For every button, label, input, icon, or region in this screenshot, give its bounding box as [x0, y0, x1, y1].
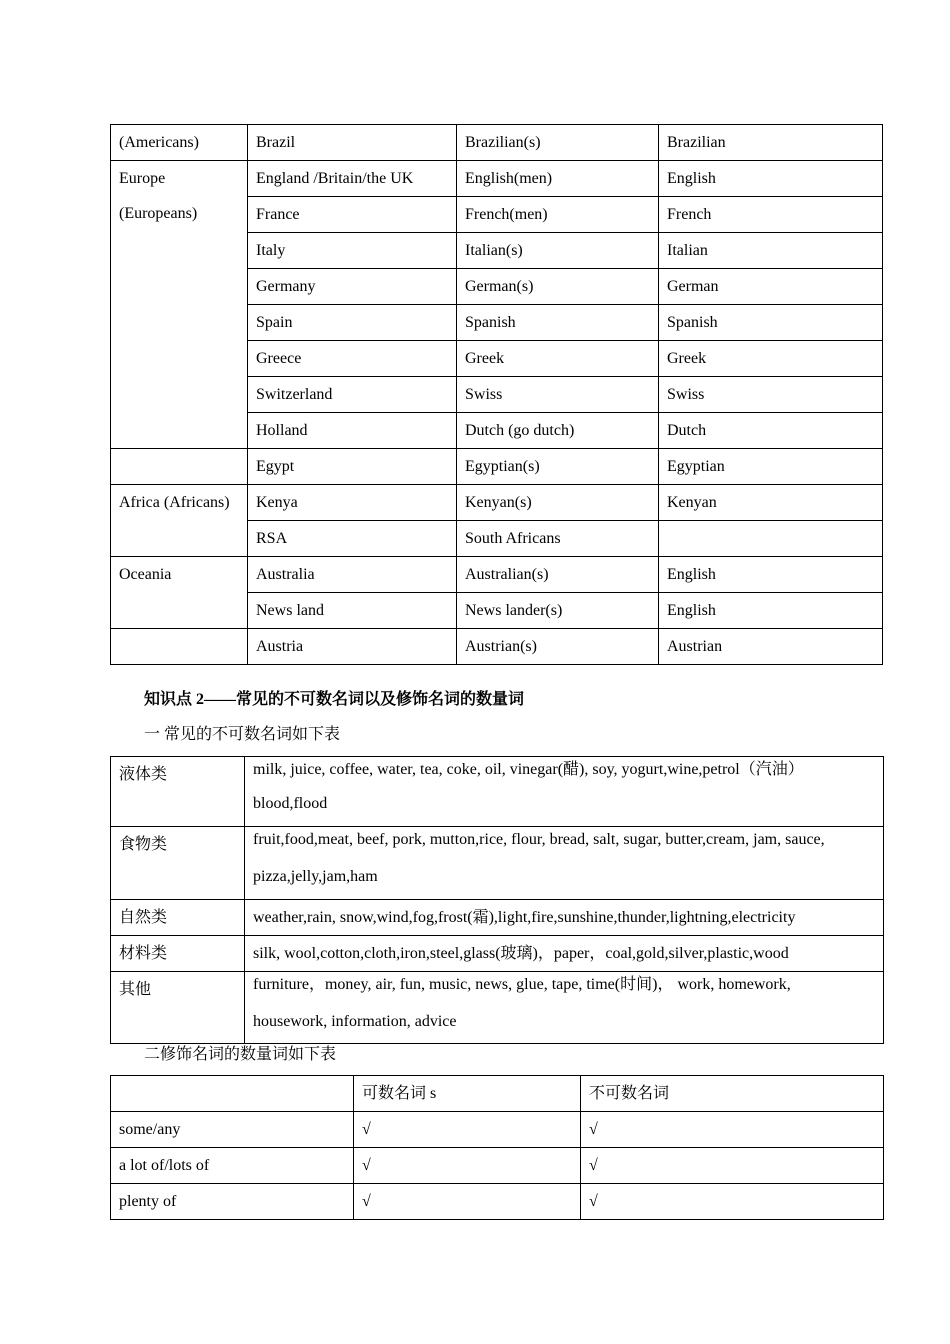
region-cell	[111, 629, 248, 665]
check-cell: √	[354, 1112, 581, 1148]
country-cell: Spain	[248, 305, 457, 341]
country-cell: France	[248, 197, 457, 233]
check-cell: √	[354, 1184, 581, 1220]
table-row	[111, 757, 884, 827]
quantifier-cell: some/any	[111, 1112, 354, 1148]
language-cell: Austrian	[659, 629, 883, 665]
table-row	[111, 1112, 884, 1148]
language-cell: Italian	[659, 233, 883, 269]
words-cell: silk, wool,cotton,cloth,iron,steel,glass(玻璃)，paper，coal,gold,silver,plastic,wood	[245, 936, 884, 972]
people-cell: French(men)	[457, 197, 659, 233]
check-cell: √	[581, 1112, 884, 1148]
people-cell: News lander(s)	[457, 593, 659, 629]
region-cell	[111, 449, 248, 485]
country-cell: Brazil	[248, 125, 457, 161]
region-cell: Oceania	[111, 557, 248, 629]
check-cell: √	[581, 1148, 884, 1184]
language-cell: German	[659, 269, 883, 305]
language-cell: Spanish	[659, 305, 883, 341]
table-row	[111, 1148, 884, 1184]
language-cell: Egyptian	[659, 449, 883, 485]
category-cell: 材料类	[111, 936, 245, 972]
category-cell: 自然类	[111, 900, 245, 936]
table-header-row	[111, 1076, 884, 1112]
language-cell: French	[659, 197, 883, 233]
language-cell: English	[659, 557, 883, 593]
table-row	[111, 449, 883, 485]
people-cell: Egyptian(s)	[457, 449, 659, 485]
language-cell: Brazilian	[659, 125, 883, 161]
category-cell: 其他	[111, 972, 245, 1044]
table-row	[111, 629, 883, 665]
table-row	[111, 972, 884, 1044]
words-line: housework, information, advice	[253, 1013, 457, 1030]
language-cell: Kenyan	[659, 485, 883, 521]
region-cell	[111, 161, 248, 449]
quantifier-cell: plenty of	[111, 1184, 354, 1220]
people-cell: Greek	[457, 341, 659, 377]
check-cell: √	[581, 1184, 884, 1220]
people-cell: Kenyan(s)	[457, 485, 659, 521]
country-cell: England /Britain/the UK	[248, 161, 457, 197]
quantifier-cell: a lot of/lots of	[111, 1148, 354, 1184]
language-cell	[659, 521, 883, 557]
country-cell: RSA	[248, 521, 457, 557]
country-cell: Austria	[248, 629, 457, 665]
language-cell: English	[659, 161, 883, 197]
sub-heading-uncountable: 一 常见的不可数名词如下表	[144, 726, 341, 743]
country-cell: Egypt	[248, 449, 457, 485]
table-row	[111, 1184, 884, 1220]
region-label-line2: (Europeans)	[119, 205, 198, 222]
country-cell: Greece	[248, 341, 457, 377]
quantifier-table	[110, 1075, 884, 1220]
check-cell: √	[354, 1148, 581, 1184]
country-cell: Holland	[248, 413, 457, 449]
words-cell	[245, 827, 884, 900]
words-cell	[245, 757, 884, 827]
people-cell: Spanish	[457, 305, 659, 341]
country-cell: Germany	[248, 269, 457, 305]
table-row	[111, 161, 883, 197]
region-cell: Africa (Africans)	[111, 485, 248, 557]
header-cell: 不可数名词	[581, 1076, 884, 1112]
uncountable-nouns-table	[110, 756, 884, 1044]
people-cell: Australian(s)	[457, 557, 659, 593]
language-cell: Swiss	[659, 377, 883, 413]
region-cell: (Americans)	[111, 125, 248, 161]
country-cell: Italy	[248, 233, 457, 269]
category-cell: 液体类	[111, 757, 245, 827]
people-cell: Swiss	[457, 377, 659, 413]
country-cell: News land	[248, 593, 457, 629]
words-cell	[245, 972, 884, 1044]
people-cell: Brazilian(s)	[457, 125, 659, 161]
country-cell: Australia	[248, 557, 457, 593]
header-cell	[111, 1076, 354, 1112]
people-cell: Dutch (go dutch)	[457, 413, 659, 449]
header-cell: 可数名词 s	[354, 1076, 581, 1112]
words-line: milk, juice, coffee, water, tea, coke, oil, vinegar(醋), soy, yogurt,wine,petrol（汽油）	[253, 761, 804, 778]
table-row	[111, 936, 884, 972]
people-cell: South Africans	[457, 521, 659, 557]
table-row	[111, 485, 883, 521]
people-cell: Austrian(s)	[457, 629, 659, 665]
country-cell: Kenya	[248, 485, 457, 521]
sub-heading-quantifiers: 二修饰名词的数量词如下表	[144, 1046, 337, 1063]
words-cell: weather,rain, snow,wind,fog,frost(霜),light,fire,sunshine,thunder,lightning,electricity	[245, 900, 884, 936]
nationality-table	[110, 124, 883, 665]
table-row	[111, 827, 884, 900]
region-label: Europe	[119, 170, 166, 187]
words-line: fruit,food,meat, beef, pork, mutton,rice, flour, bread, salt, sugar, butter,cream, jam, sauce,	[253, 831, 825, 848]
language-cell: English	[659, 593, 883, 629]
table-row	[111, 900, 884, 936]
people-cell: English(men)	[457, 161, 659, 197]
table-row	[111, 125, 883, 161]
words-line: furniture，money, air, fun, music, news, glue, tape, time(时间)， work, homework,	[253, 976, 791, 993]
people-cell: Italian(s)	[457, 233, 659, 269]
words-line: blood,flood	[253, 795, 328, 812]
table-row	[111, 557, 883, 593]
words-line: pizza,jelly,jam,ham	[253, 868, 378, 885]
language-cell: Dutch	[659, 413, 883, 449]
language-cell: Greek	[659, 341, 883, 377]
people-cell: German(s)	[457, 269, 659, 305]
category-cell: 食物类	[111, 827, 245, 900]
section-heading: 知识点 2——常见的不可数名词以及修饰名词的数量词	[144, 691, 525, 708]
country-cell: Switzerland	[248, 377, 457, 413]
